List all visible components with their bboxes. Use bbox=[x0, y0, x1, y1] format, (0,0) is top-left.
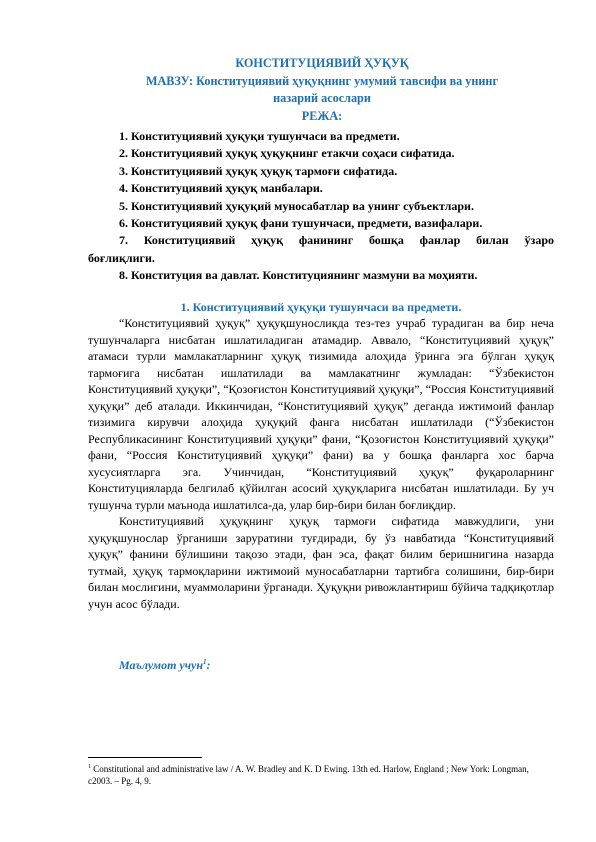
plan-item: 1. Конституциявий ҳуқуқи тушунчаси ва предмети. bbox=[119, 129, 400, 143]
plan-item: 3. Конституциявий ҳуқуқ ҳуқуқ тармоғи сифатида. bbox=[119, 163, 398, 178]
plan-item: 5. Конституциявий ҳуқуқий муносабатлар ва унинг субъектлари. bbox=[119, 198, 474, 213]
plan-item bbox=[88, 232, 554, 267]
plan-list bbox=[88, 128, 554, 285]
plan-item-line: 7. Конституциявий ҳуқуқ фанининг бошқа фанлар билан ўзаро bbox=[119, 233, 554, 248]
section-heading: 1. Конституциявий ҳуқуқи тушунчаси ва предмети. bbox=[180, 300, 462, 314]
plan-heading: РЕЖА: bbox=[301, 109, 343, 123]
info-label bbox=[119, 658, 211, 673]
plan-item-continuation: боғлиқлиги. bbox=[88, 250, 155, 265]
plan-item: 2. Конституциявий ҳуқуқ ҳуқуқнинг етакчи соҳаси сифатида. bbox=[119, 146, 455, 161]
paragraph: Конституциявий ҳуқуқнинг ҳуқуқ тармоғи сифатида мавжудлиги, уни ҳуқуқшунослар ўрганиши заруратини туғдиради, бу ўз навбатида “Конституциявий ҳуқуқ” фанини бўлишини тақозо этади, фан эса, фақат билим беришнигина назарда тутмай, ҳуқуқ тармоқларини ижтимоий муносабатларни тартибга солишини, бир-бири билан мослигини, муаммоларини ўрганади. Ҳуқуқни ривожлантириш бўйича тадқиқотлар учун асос бўлади. bbox=[88, 514, 554, 611]
footnote-text: Constitutional and administrative law / A. W. Bradley and K. D Ewing. 13th ed. Harlow, England ; New York: Longman, c2003. – Pg. 4, 9. bbox=[88, 764, 529, 786]
document-title: КОНСТИТУЦИЯВИЙ ҲУҚУҚ bbox=[235, 56, 409, 70]
plan-item: 6. Конституциявий ҳуқуқ фани тушунчаси, предмети, вазифалари. bbox=[119, 216, 483, 231]
plan-item: 8. Конституция ва давлат. Конституциянинг мазмуни ва моҳияти. bbox=[119, 268, 478, 283]
info-label-text: Маълумот учун bbox=[119, 658, 204, 672]
footnote-separator bbox=[88, 757, 202, 758]
footnote bbox=[88, 761, 554, 787]
plan-item: 4. Конституциявий ҳуқуқ манбалари. bbox=[119, 181, 323, 196]
footnote-ref[interactable]: 1 bbox=[203, 658, 207, 666]
topic-line-2: назарий асослари bbox=[273, 91, 371, 105]
section-body bbox=[88, 315, 554, 612]
paragraph: “Конституциявий ҳуқуқ” ҳуқуқшуносликда тез-тез учраб турадиган ва бир неча тушунчаларга нисбатан ишлатиладиган атамадир. Аввало, “Конституциявий ҳуқуқ” атамаси турли мамлакатларнинг ҳуқуқ тизимида алоҳида ўринга эга бўлган ҳуқуқ тармоғига нисбатан ишлатилади ва мамлакатнинг жумладан: “Ўзбекистон Конституциявий ҳуқуқи”, “Қозоғистон Конституциявий ҳуқуқи”, “Россия Конституциявий ҳуқуқи” деб аталади. Иккинчидан, “Конституциявий ҳуқуқ” деганда ижтимоий фанлар тизимига кирувчи алоҳида ҳуқуқий фанга нисбатан ишлатилади (“Ўзбекистон Республикасининг Конституциявий ҳуқуқи” фани, “Қозоғистон Конституциявий ҳуқуқи” фани, “Россия Конституциявий ҳуқуқи” фани) ва у бошқа фанларга хос барча хусусиятларга эга. Учинчидан, “Конституциявий ҳуқуқ” фуқароларнинг Конституцияларда белгилаб қўйилган асосий ҳуқуқларига нисбатан ишлатилади. Бу уч тушунча турли маънода ишлатилса-да, улар бир-бири билан боғлиқдир. bbox=[88, 316, 554, 512]
info-label-colon: : bbox=[206, 658, 211, 672]
footnote-mark: 1 bbox=[88, 764, 91, 770]
topic-line-1: МАВЗУ: Конституциявий ҳуқуқнинг умумий тавсифи ва унинг bbox=[146, 74, 498, 88]
